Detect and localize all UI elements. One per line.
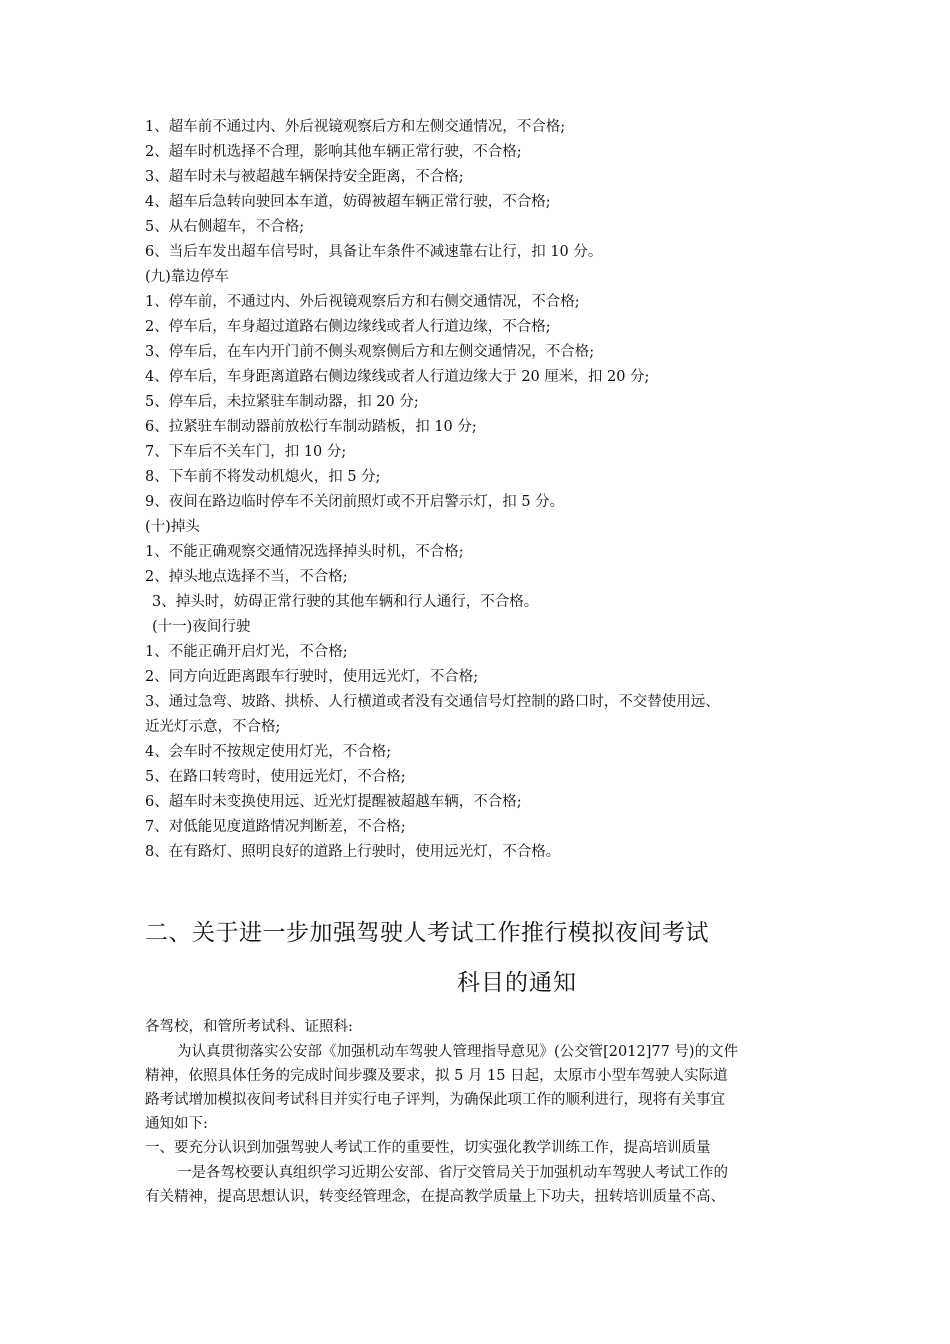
pull-over-item-6: 6、拉紧驻车制动器前放松行车制动踏板，扣 10 分; — [145, 419, 477, 435]
pull-over-item-9: 9、夜间在路边临时停车不关闭前照灯或不开启警示灯，扣 5 分。 — [145, 494, 565, 510]
notice-paragraph-line-3: 路考试增加模拟夜间考试科目并实行电子评判，为确保此项工作的顺利进行，现将有关事宜 — [145, 1092, 725, 1108]
notice-salutation: 各驾校，和管所考试科、证照科: — [145, 1019, 353, 1035]
night-item-3: 3、通过急弯、坡路、拱桥、人行横道或者没有交通信号灯控制的路口时，不交替使用远、 — [145, 694, 720, 710]
night-item-3-cont: 近光灯示意，不合格; — [145, 719, 281, 735]
night-item-8: 8、在有路灯、照明良好的道路上行驶时，使用远光灯，不合格。 — [145, 844, 561, 860]
overtake-item-5: 5、从右侧超车，不合格; — [145, 219, 305, 235]
overtake-item-3: 3、超车时未与被超越车辆保持安全距离，不合格; — [145, 169, 464, 185]
notice-subheading-1: 一、要充分认识到加强驾驶人考试工作的重要性，切实强化教学训练工作，提高培训质量 — [145, 1140, 711, 1156]
overtake-item-6: 6、当后车发出超车信号时，具备让车条件不减速靠右让行，扣 10 分。 — [145, 244, 603, 260]
night-item-4: 4、会车时不按规定使用灯光，不合格; — [145, 744, 392, 760]
overtake-item-1: 1、超车前不通过内、外后视镜观察后方和左侧交通情况，不合格; — [145, 119, 566, 135]
pull-over-item-8: 8、下车前不将发动机熄火，扣 5 分; — [145, 469, 381, 485]
section-heading-night-driving: (十一)夜间行驶 — [152, 619, 251, 635]
notice-title: 二、关于进一步加强驾驶人考试工作推行模拟夜间考试 — [145, 920, 709, 946]
pull-over-item-4: 4、停车后，车身距离道路右侧边缘线或者人行道边缘大于 20 厘米，扣 20 分; — [145, 369, 650, 385]
notice-paragraph-2-line-1: 一是各驾校要认真组织学习近期公安部、省厅交管局关于加强机动车驾驶人考试工作的 — [177, 1165, 728, 1181]
pull-over-item-2: 2、停车后，车身超过道路右侧边缘线或者人行道边缘，不合格; — [145, 319, 551, 335]
pull-over-item-3: 3、停车后，在车内开门前不侧头观察侧后方和左侧交通情况，不合格; — [145, 344, 595, 360]
pull-over-item-1: 1、停车前，不通过内、外后视镜观察后方和右侧交通情况，不合格; — [145, 294, 580, 310]
notice-paragraph-line-2: 精神，依照具体任务的完成时间步骤及要求，拟 5 月 15 日起，太原市小型车驾驶人实际道 — [145, 1068, 728, 1084]
night-item-7: 7、对低能见度道路情况判断差，不合格; — [145, 819, 406, 835]
u-turn-item-1: 1、不能正确观察交通情况选择掉头时机，不合格; — [145, 544, 464, 560]
notice-title-continued: 科目的通知 — [457, 970, 577, 996]
section-heading-u-turn: (十)掉头 — [145, 519, 200, 535]
notice-paragraph-line-1: 为认真贯彻落实公安部《加强机动车驾驶人管理指导意见》(公交管[2012]77 号)的文件 — [177, 1044, 739, 1060]
pull-over-item-5: 5、停车后，未拉紧驻车制动器，扣 20 分; — [145, 394, 419, 410]
night-item-2: 2、同方向近距离跟车行驶时，使用远光灯，不合格; — [145, 669, 479, 685]
u-turn-item-2: 2、掉头地点选择不当，不合格; — [145, 569, 348, 585]
night-item-1: 1、不能正确开启灯光，不合格; — [145, 644, 348, 660]
pull-over-item-7: 7、下车后不关车门，扣 10 分; — [145, 444, 347, 460]
u-turn-item-3: 3、掉头时，妨碍正常行驶的其他车辆和行人通行，不合格。 — [152, 594, 539, 610]
overtake-item-2: 2、超车时机选择不合理，影响其他车辆正常行驶，不合格; — [145, 144, 522, 160]
section-heading-pull-over: (九)靠边停车 — [145, 269, 229, 285]
night-item-5: 5、在路口转弯时，使用远光灯，不合格; — [145, 769, 406, 785]
notice-paragraph-line-4: 通知如下: — [145, 1116, 208, 1132]
notice-paragraph-2-line-2: 有关精神，提高思想认识，转变经管理念，在提高教学质量上下功夫，扭转培训质量不高、 — [145, 1189, 725, 1205]
night-item-6: 6、超车时未变换使用远、近光灯提醒被超越车辆，不合格; — [145, 794, 522, 810]
overtake-item-4: 4、超车后急转向驶回本车道，妨碍被超车辆正常行驶，不合格; — [145, 194, 551, 210]
